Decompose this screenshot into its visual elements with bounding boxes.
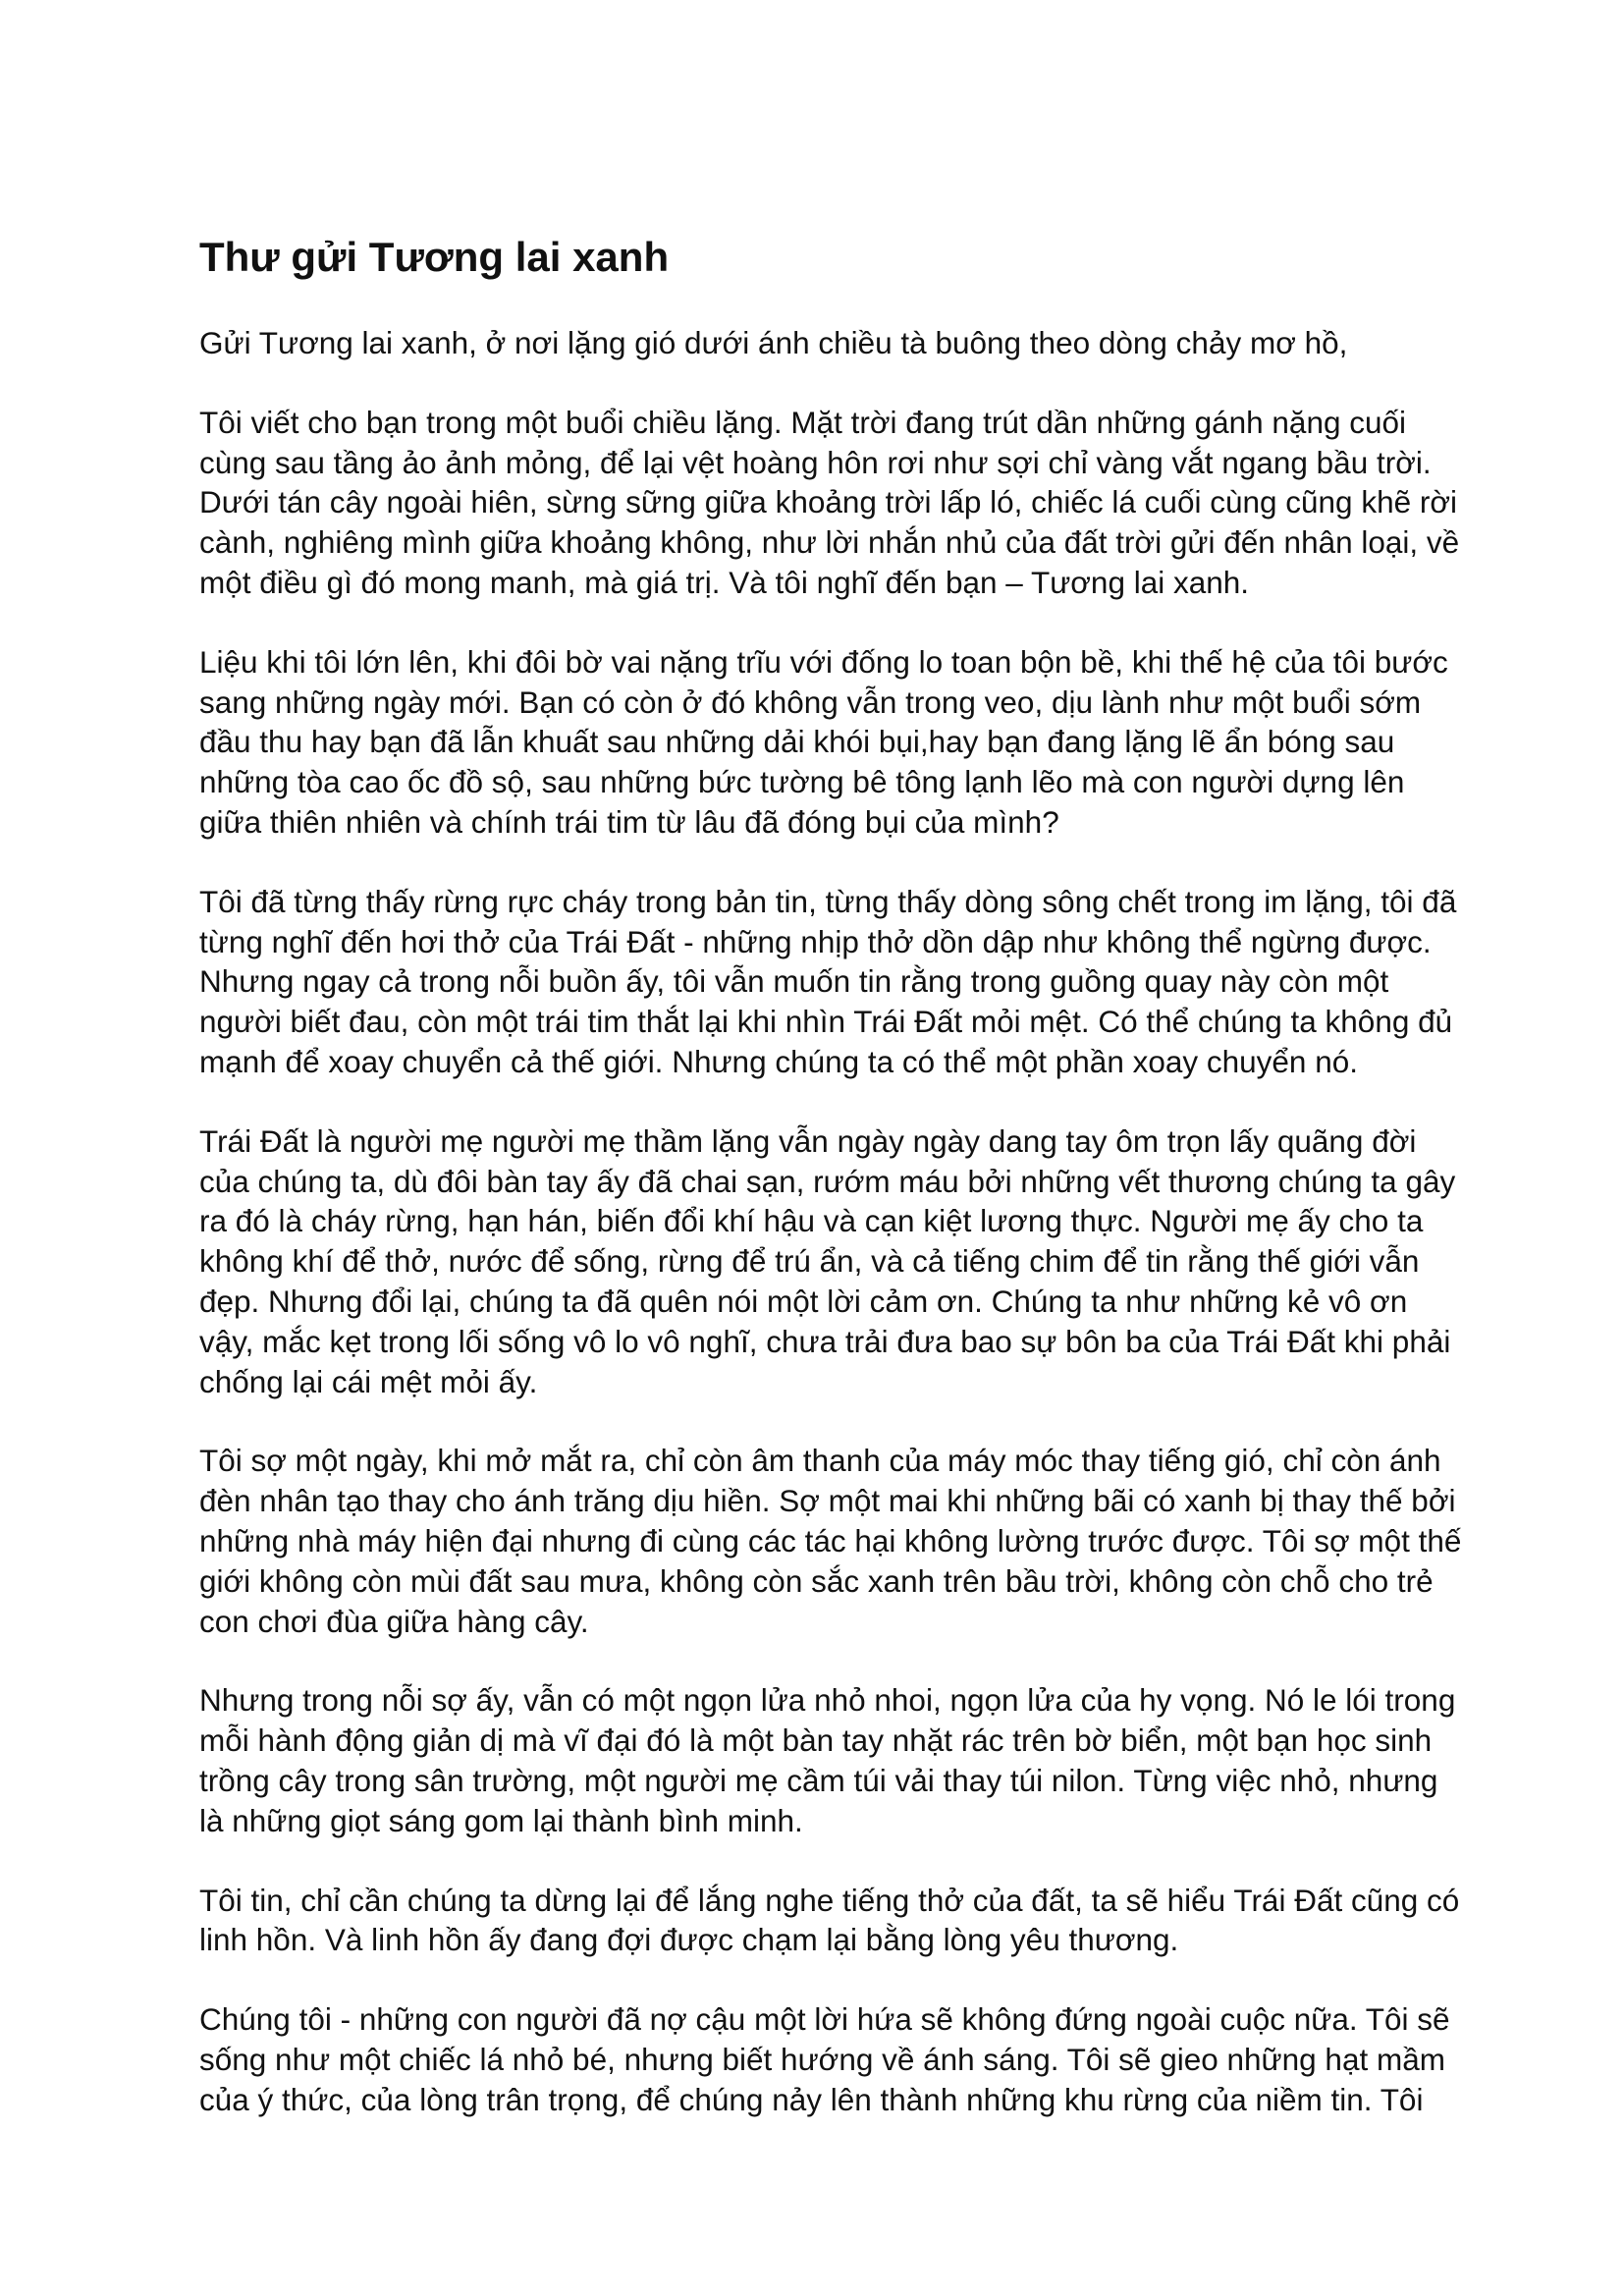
text-line: Liệu khi tôi lớn lên, khi đôi bờ vai nặng trĩu với đống lo toan bộn bề, khi thế hệ của tôi bước — [199, 643, 1448, 680]
paragraph-7 — [199, 1680, 1456, 1840]
text-line: Tôi tin, chỉ cần chúng ta dừng lại để lắng nghe tiếng thở của đất, ta sẽ hiểu Trái Đất cũng có — [199, 1882, 1460, 1918]
text-line: sang những ngày mới. Bạn có còn ở đó không vẫn trong veo, dịu lành như một buổi sớm — [199, 683, 1422, 720]
paragraph-9 — [199, 1999, 1450, 2119]
text-line: Chúng tôi - những con người đã nợ cậu một lời hứa sẽ không đứng ngoài cuộc nữa. Tôi sẽ — [199, 2001, 1450, 2038]
text-line: những tòa cao ốc đồ sộ, sau những bức tường bê tông lạnh lẽo mà con người dựng lên — [199, 764, 1405, 800]
paragraph-2 — [199, 403, 1460, 603]
text-line: vậy, mắc kẹt trong lối sống vô lo vô nghĩ, chưa trải đưa bao sự bôn ba của Trái Đất khi phải — [199, 1323, 1451, 1359]
text-line: giữa thiên nhiên và chính trái tim từ lâu đã đóng bụi của mình? — [199, 803, 1059, 840]
text-line: người biết đau, còn một trái tim thắt lại khi nhìn Trái Đất mỏi mệt. Có thể chúng ta không đủ — [199, 1004, 1453, 1040]
paragraph-5 — [199, 1121, 1456, 1402]
text-line: một điều gì đó mong manh, mà giá trị. Và tôi nghĩ đến bạn – Tương lai xanh. — [199, 564, 1250, 600]
paragraph-4 — [199, 882, 1457, 1082]
text-line: cùng sau tầng ảo ảnh mỏng, để lại vệt hoàng hôn rơi như sợi chỉ vàng vắt ngang bầu trời. — [199, 444, 1432, 480]
paragraph-8 — [199, 1881, 1460, 1961]
paragraph-list — [199, 323, 1462, 2119]
text-line: mạnh để xoay chuyển cả thế giới. Nhưng chúng ta có thể một phần xoay chuyển nó. — [199, 1043, 1358, 1079]
text-line: trồng cây trong sân trường, một người mẹ cầm túi vải thay túi nilon. Từng việc nhỏ, nhưng — [199, 1762, 1438, 1798]
text-line: Tôi sợ một ngày, khi mở mắt ra, chỉ còn âm thanh của máy móc thay tiếng gió, chỉ còn ánh — [199, 1443, 1441, 1479]
text-line: đẹp. Nhưng đổi lại, chúng ta đã quên nói một lời cảm ơn. Chúng ta như những kẻ vô ơn — [199, 1283, 1408, 1319]
text-line: đầu thu hay bạn đã lẫn khuất sau những dải khói bụi,hay bạn đang lặng lẽ ẩn bóng sau — [199, 724, 1395, 760]
text-line: linh hồn. Và linh hồn ấy đang đợi được chạm lại bằng lòng yêu thương. — [199, 1922, 1179, 1958]
paragraph-3 — [199, 642, 1448, 843]
text-line: Gửi Tương lai xanh, ở nơi lặng gió dưới ánh chiều tà buông theo dòng chảy mơ hồ, — [199, 325, 1348, 360]
text-line: mỗi hành động giản dị mà vĩ đại đó là một bàn tay nhặt rác trên bờ biển, một bạn học sinh — [199, 1722, 1433, 1759]
text-line: từng nghĩ đến hơi thở của Trái Đất - những nhịp thở dồn dập như không thể ngừng được. — [199, 923, 1432, 959]
paragraph-1 — [199, 323, 1438, 363]
text-line: Trái Đất là người mẹ người mẹ thầm lặng vẫn ngày ngày dang tay ôm trọn lấy quãng đời — [199, 1122, 1417, 1159]
text-line: sống như một chiếc lá nhỏ bé, nhưng biết hướng về ánh sáng. Tôi sẽ gieo những hạt mầm — [199, 2041, 1445, 2077]
text-line: giới không còn mùi đất sau mưa, không còn sắc xanh trên bầu trời, không còn chỗ cho trẻ — [199, 1562, 1434, 1599]
text-line: Nhưng trong nỗi sợ ấy, vẫn có một ngọn lửa nhỏ nhoi, ngọn lửa của hy vọng. Nó le lói trong — [199, 1682, 1456, 1719]
text-line: ra đó là cháy rừng, hạn hán, biến đổi khí hậu và cạn kiệt lương thực. Người mẹ ấy cho ta — [199, 1203, 1424, 1239]
text-line: Nhưng ngay cả trong nỗi buồn ấy, tôi vẫn muốn tin rằng trong guồng quay này còn một — [199, 963, 1389, 1000]
text-line: chống lại cái mệt mỏi ấy. — [199, 1363, 538, 1399]
text-line: của chúng ta, dù đôi bàn tay ấy đã chai sạn, rướm máu bởi những vết thương chúng ta gây — [199, 1163, 1456, 1199]
text-line: con chơi đùa giữa hàng cây. — [199, 1603, 589, 1639]
text-line: Dưới tán cây ngoài hiên, sừng sững giữa khoảng trời lấp ló, chiếc lá cuối cùng cũng khẽ rời — [199, 484, 1458, 520]
text-line: Tôi đã từng thấy rừng rực cháy trong bản tin, từng thấy dòng sông chết trong im lặng, tôi đã — [199, 883, 1457, 919]
paragraph-6 — [199, 1441, 1462, 1641]
text-line: cành, nghiêng mình giữa khoảng không, như lời nhắn nhủ của đất trời gửi đến nhân loại, về — [199, 524, 1460, 561]
text-line: những nhà máy hiện đại nhưng đi cùng các tác hại không lường trước được. Tôi sợ một thế — [199, 1522, 1462, 1558]
text-line: của ý thức, của lòng trân trọng, để chúng nảy lên thành những khu rừng của niềm tin. Tôi — [199, 2081, 1424, 2117]
text-line: đèn nhân tạo thay cho ánh trăng dịu hiền. Sợ một mai khi những bãi có xanh bị thay thế bởi — [199, 1483, 1456, 1519]
text-line: không khí để thở, nước để sống, rừng để trú ẩn, và cả tiếng chim để tin rằng thế giới vẫn — [199, 1243, 1420, 1280]
page-title: Thư gửi Tương lai xanh — [199, 234, 670, 280]
text-line: Tôi viết cho bạn trong một buổi chiều lặng. Mặt trời đang trút dần những gánh nặng cuối — [199, 404, 1407, 440]
document-body — [199, 230, 1462, 2159]
text-line: là những giọt sáng gom lại thành bình minh. — [199, 1802, 803, 1838]
